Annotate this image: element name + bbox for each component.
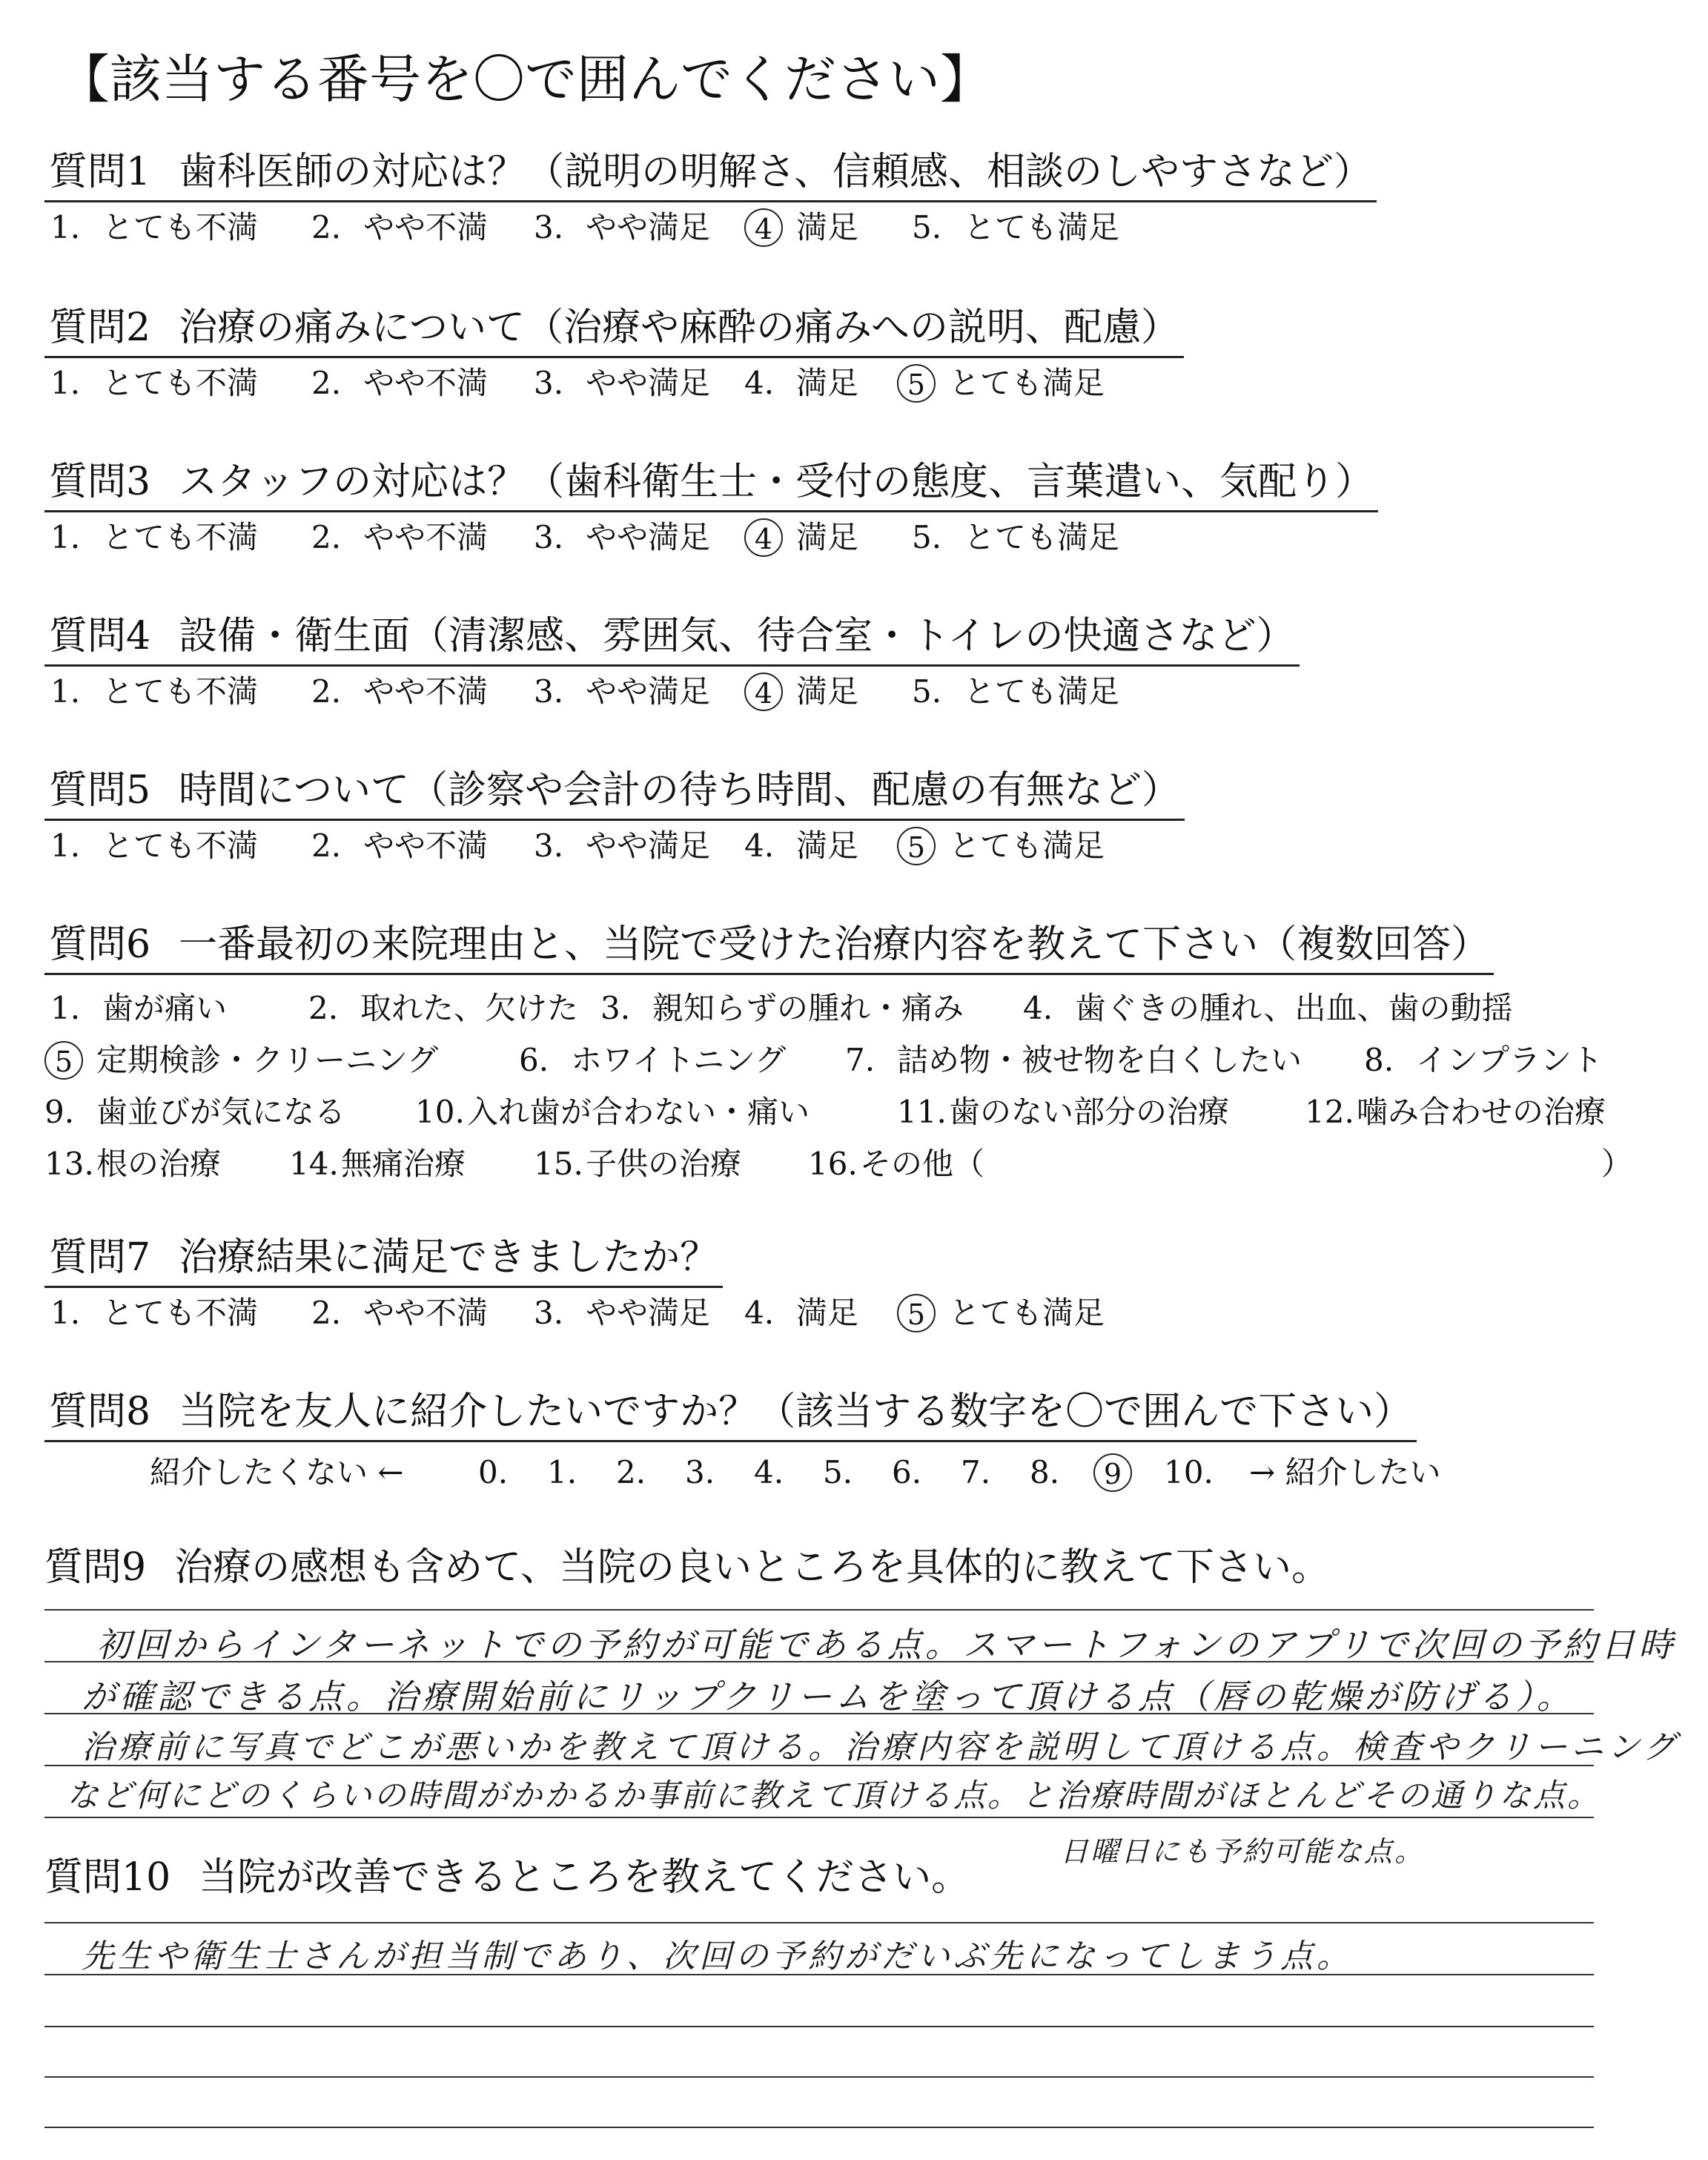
q1-option-4-selected[interactable]: 4 満足 — [744, 205, 858, 250]
q9-handwritten-line-4: など何にどのくらいの時間がかかるか事前に教えて頂ける点。と治療時間がほとんどその通りな点。 — [67, 1777, 1601, 1814]
answer-rule — [44, 1817, 1594, 1818]
question-8 — [44, 1387, 1441, 1497]
question-7-options — [44, 1291, 1105, 1335]
q6-option-13[interactable]: 13.根の治療 — [44, 1146, 222, 1182]
question-5-options — [44, 824, 1185, 868]
question-8-heading — [44, 1387, 1417, 1442]
question-2-text: 治療の痛みについて（治療や麻酔の痛みへの説明、配慮） — [179, 305, 1180, 350]
answer-rule — [44, 1609, 1594, 1611]
question-7-heading — [44, 1232, 723, 1288]
question-1-label: 質問1 — [49, 150, 151, 194]
q5-option-2[interactable]: 2. やや不満 — [311, 828, 489, 864]
q8-option-8[interactable]: 8. — [1030, 1454, 1060, 1490]
q6-option-7[interactable]: 7. 詰め物・被せ物を白くしたい — [845, 1042, 1302, 1078]
page-title: 【該当する番号を〇で囲んでください】 — [58, 49, 992, 110]
q8-option-3[interactable]: 3. — [685, 1454, 715, 1490]
q6-option-4[interactable]: 4. 歯ぐきの腫れ、出血、歯の動揺 — [1023, 990, 1513, 1026]
q5-option-3[interactable]: 3. やや満足 — [534, 828, 711, 864]
q6-row-4 — [44, 1138, 1633, 1190]
question-1-options — [44, 205, 1377, 250]
q6-option-6[interactable]: 6. ホワイトニング — [519, 1042, 787, 1078]
question-9-text: 治療の感想も含めて、当院の良いところを具体的に教えて下さい。 — [174, 1545, 1331, 1590]
question-10-text: 当院が改善できるところを教えてください。 — [199, 1855, 970, 1900]
q3-option-1[interactable]: 1. とても不満 — [50, 519, 259, 555]
question-6-options — [44, 982, 1633, 1190]
q8-option-7[interactable]: 7. — [961, 1454, 991, 1490]
question-10-label: 質問10 — [44, 1855, 171, 1900]
question-3 — [44, 457, 1378, 560]
question-2 — [44, 303, 1184, 406]
question-10-heading — [44, 1852, 970, 1903]
q6-other-close: ） — [1601, 1146, 1633, 1182]
q3-option-2[interactable]: 2. やや不満 — [311, 519, 489, 555]
question-8-text: 当院を友人に紹介したいですか？（該当する数字を〇で囲んで下さい） — [179, 1390, 1413, 1434]
q5-option-5-selected[interactable]: 5 とても満足 — [897, 824, 1105, 868]
question-4-options — [44, 670, 1300, 714]
q8-option-4[interactable]: 4. — [754, 1454, 784, 1490]
selected-circle: 9 — [1093, 1453, 1132, 1492]
q8-option-5[interactable]: 5. — [823, 1454, 853, 1490]
question-2-heading — [44, 303, 1184, 358]
question-9 — [44, 1542, 1330, 1593]
question-7 — [44, 1232, 1105, 1335]
q8-option-10[interactable]: 10. — [1164, 1454, 1214, 1490]
q7-option-2[interactable]: 2. やや不満 — [311, 1295, 489, 1331]
q1-option-1[interactable]: 1. とても不満 — [50, 209, 259, 245]
q2-option-4[interactable]: 4. 満足 — [744, 365, 859, 401]
q6-option-8[interactable]: 8. インプラント — [1364, 1042, 1603, 1078]
question-3-label: 質問3 — [49, 460, 151, 504]
question-9-label: 質問9 — [44, 1545, 147, 1590]
q6-option-11[interactable]: 11.歯のない部分の治療 — [897, 1094, 1230, 1130]
q3-option-3[interactable]: 3. やや満足 — [534, 519, 711, 555]
q6-option-16[interactable]: 16.その他（ — [808, 1146, 985, 1182]
selected-circle: 5 — [897, 364, 936, 403]
question-7-text: 治療結果に満足できましたか？ — [179, 1235, 719, 1280]
q8-left-label: 紹介したくない ← — [150, 1454, 404, 1490]
selected-circle: 4 — [744, 208, 783, 247]
question-4-label: 質問4 — [49, 614, 151, 658]
q8-option-2[interactable]: 2. — [616, 1454, 646, 1490]
q5-option-4[interactable]: 4. 満足 — [744, 828, 859, 864]
q9-handwritten-line-5: 日曜日にも予約可能な点。 — [1060, 1835, 1426, 1868]
question-2-label: 質問2 — [49, 305, 151, 350]
question-5-text: 時間について（診察や会計の待ち時間、配慮の有無など） — [179, 768, 1181, 813]
q6-option-2[interactable]: 2. 取れた、欠けた — [308, 990, 579, 1026]
q4-option-5[interactable]: 5. とても満足 — [912, 673, 1120, 710]
q1-option-5[interactable]: 5. とても満足 — [912, 209, 1120, 245]
question-8-label: 質問8 — [49, 1390, 151, 1434]
q6-option-12[interactable]: 12.噛み合わせの治療 — [1305, 1094, 1606, 1130]
q2-option-2[interactable]: 2. やや不満 — [311, 365, 489, 401]
question-6 — [44, 919, 1633, 1190]
question-1-heading — [44, 147, 1377, 202]
q4-option-1[interactable]: 1. とても不満 — [50, 673, 259, 710]
q6-option-1[interactable]: 1. 歯が痛い — [50, 990, 228, 1026]
question-5 — [44, 765, 1185, 868]
selected-circle: 4 — [744, 673, 783, 711]
q6-option-5-selected[interactable]: 5 定期検診・クリーニング — [44, 1034, 438, 1086]
question-5-heading — [44, 765, 1185, 821]
q6-option-10[interactable]: 10.入れ歯が合わない・痛い — [415, 1094, 810, 1130]
question-2-options — [44, 361, 1184, 406]
question-4-heading — [44, 611, 1300, 667]
question-10 — [44, 1852, 970, 1903]
q4-option-3[interactable]: 3. やや満足 — [534, 673, 711, 710]
selected-circle: 4 — [744, 518, 783, 557]
q4-option-4-selected[interactable]: 4 満足 — [744, 670, 858, 714]
question-5-label: 質問5 — [49, 768, 151, 813]
answer-rule — [44, 2127, 1594, 2128]
q10-handwritten-line-1: 先生や衛生士さんが担当制であり、次回の予約がだいぶ先になってしまう点。 — [82, 1938, 1353, 1975]
q2-option-5-selected[interactable]: 5 とても満足 — [897, 361, 1105, 406]
q4-option-2[interactable]: 2. やや不満 — [311, 673, 489, 710]
q3-option-5[interactable]: 5. とても満足 — [912, 519, 1120, 555]
q1-option-3[interactable]: 3. やや満足 — [534, 209, 711, 245]
q8-option-1[interactable]: 1. — [547, 1454, 577, 1490]
answer-rule — [44, 2076, 1594, 2078]
q8-option-6[interactable]: 6. — [892, 1454, 922, 1490]
q6-row-1 — [44, 982, 1513, 1034]
question-7-label: 質問7 — [49, 1235, 151, 1280]
question-6-heading — [44, 919, 1494, 975]
q8-option-9-selected[interactable] — [1093, 1448, 1145, 1497]
question-6-text: 一番最初の来院理由と、当院で受けた治療内容を教えて下さい（複数回答） — [179, 922, 1490, 967]
question-3-heading — [44, 457, 1378, 512]
q6-option-14[interactable]: 14.無痛治療 — [289, 1146, 466, 1182]
q2-option-3[interactable]: 3. やや満足 — [534, 365, 711, 401]
answer-rule — [44, 2026, 1594, 2027]
question-9-heading — [44, 1542, 1330, 1593]
q6-option-15[interactable]: 15.子供の治療 — [534, 1146, 742, 1182]
q1-option-2[interactable]: 2. やや不満 — [311, 209, 489, 245]
q6-row-2 — [44, 1034, 1603, 1086]
q7-option-3[interactable]: 3. やや満足 — [534, 1295, 711, 1331]
q7-option-5-selected[interactable]: 5 とても満足 — [897, 1291, 1105, 1335]
q9-handwritten-line-3: 治療前に写真でどこが悪いかを教えて頂ける。治療内容を説明して頂ける点。検査やクリーニング — [82, 1728, 1680, 1766]
selected-circle: 5 — [897, 827, 936, 865]
question-3-text: スタッフの対応は？（歯科衛生士・受付の態度、言葉遣い、気配り） — [179, 460, 1374, 504]
q6-option-9[interactable]: 9. 歯並びが気になる — [44, 1094, 346, 1130]
q5-option-1[interactable]: 1. とても不満 — [50, 828, 259, 864]
question-6-label: 質問6 — [49, 922, 151, 967]
q10-answer-area[interactable] — [44, 1922, 1594, 2144]
question-4 — [44, 611, 1300, 714]
question-1-text: 歯科医師の対応は？（説明の明解さ、信頼感、相談のしやすさなど） — [179, 150, 1373, 194]
q3-option-4-selected[interactable]: 4 満足 — [744, 515, 858, 560]
q6-row-3 — [44, 1086, 1606, 1138]
selected-circle: 5 — [897, 1294, 936, 1332]
q9-handwritten-line-2: が確認できる点。治療開始前にリップクリームを塗って頂ける点（唇の乾燥が防げる）。 — [82, 1677, 1575, 1717]
answer-rule — [44, 1922, 1594, 1923]
question-4-text: 設備・衛生面（清潔感、雰囲気、待合室・トイレの快適さなど） — [179, 614, 1295, 658]
question-1 — [44, 147, 1377, 250]
question-3-options — [44, 515, 1378, 560]
q7-option-4[interactable]: 4. 満足 — [744, 1295, 859, 1331]
q9-handwritten-line-1: 初回からインターネットでの予約が可能である点。スマートフォンのアプリで次回の予約日時 — [96, 1625, 1677, 1665]
question-8-scale — [44, 1448, 1441, 1497]
q2-option-1[interactable]: 1. とても不満 — [50, 365, 259, 401]
selected-circle: 5 — [44, 1041, 83, 1080]
q8-right-label: → 紹介したい — [1249, 1454, 1441, 1490]
q7-option-1[interactable]: 1. とても不満 — [50, 1295, 259, 1331]
q6-option-3[interactable]: 3. 親知らずの腫れ・痛み — [600, 990, 964, 1026]
q8-option-0[interactable]: 0. — [478, 1454, 509, 1490]
